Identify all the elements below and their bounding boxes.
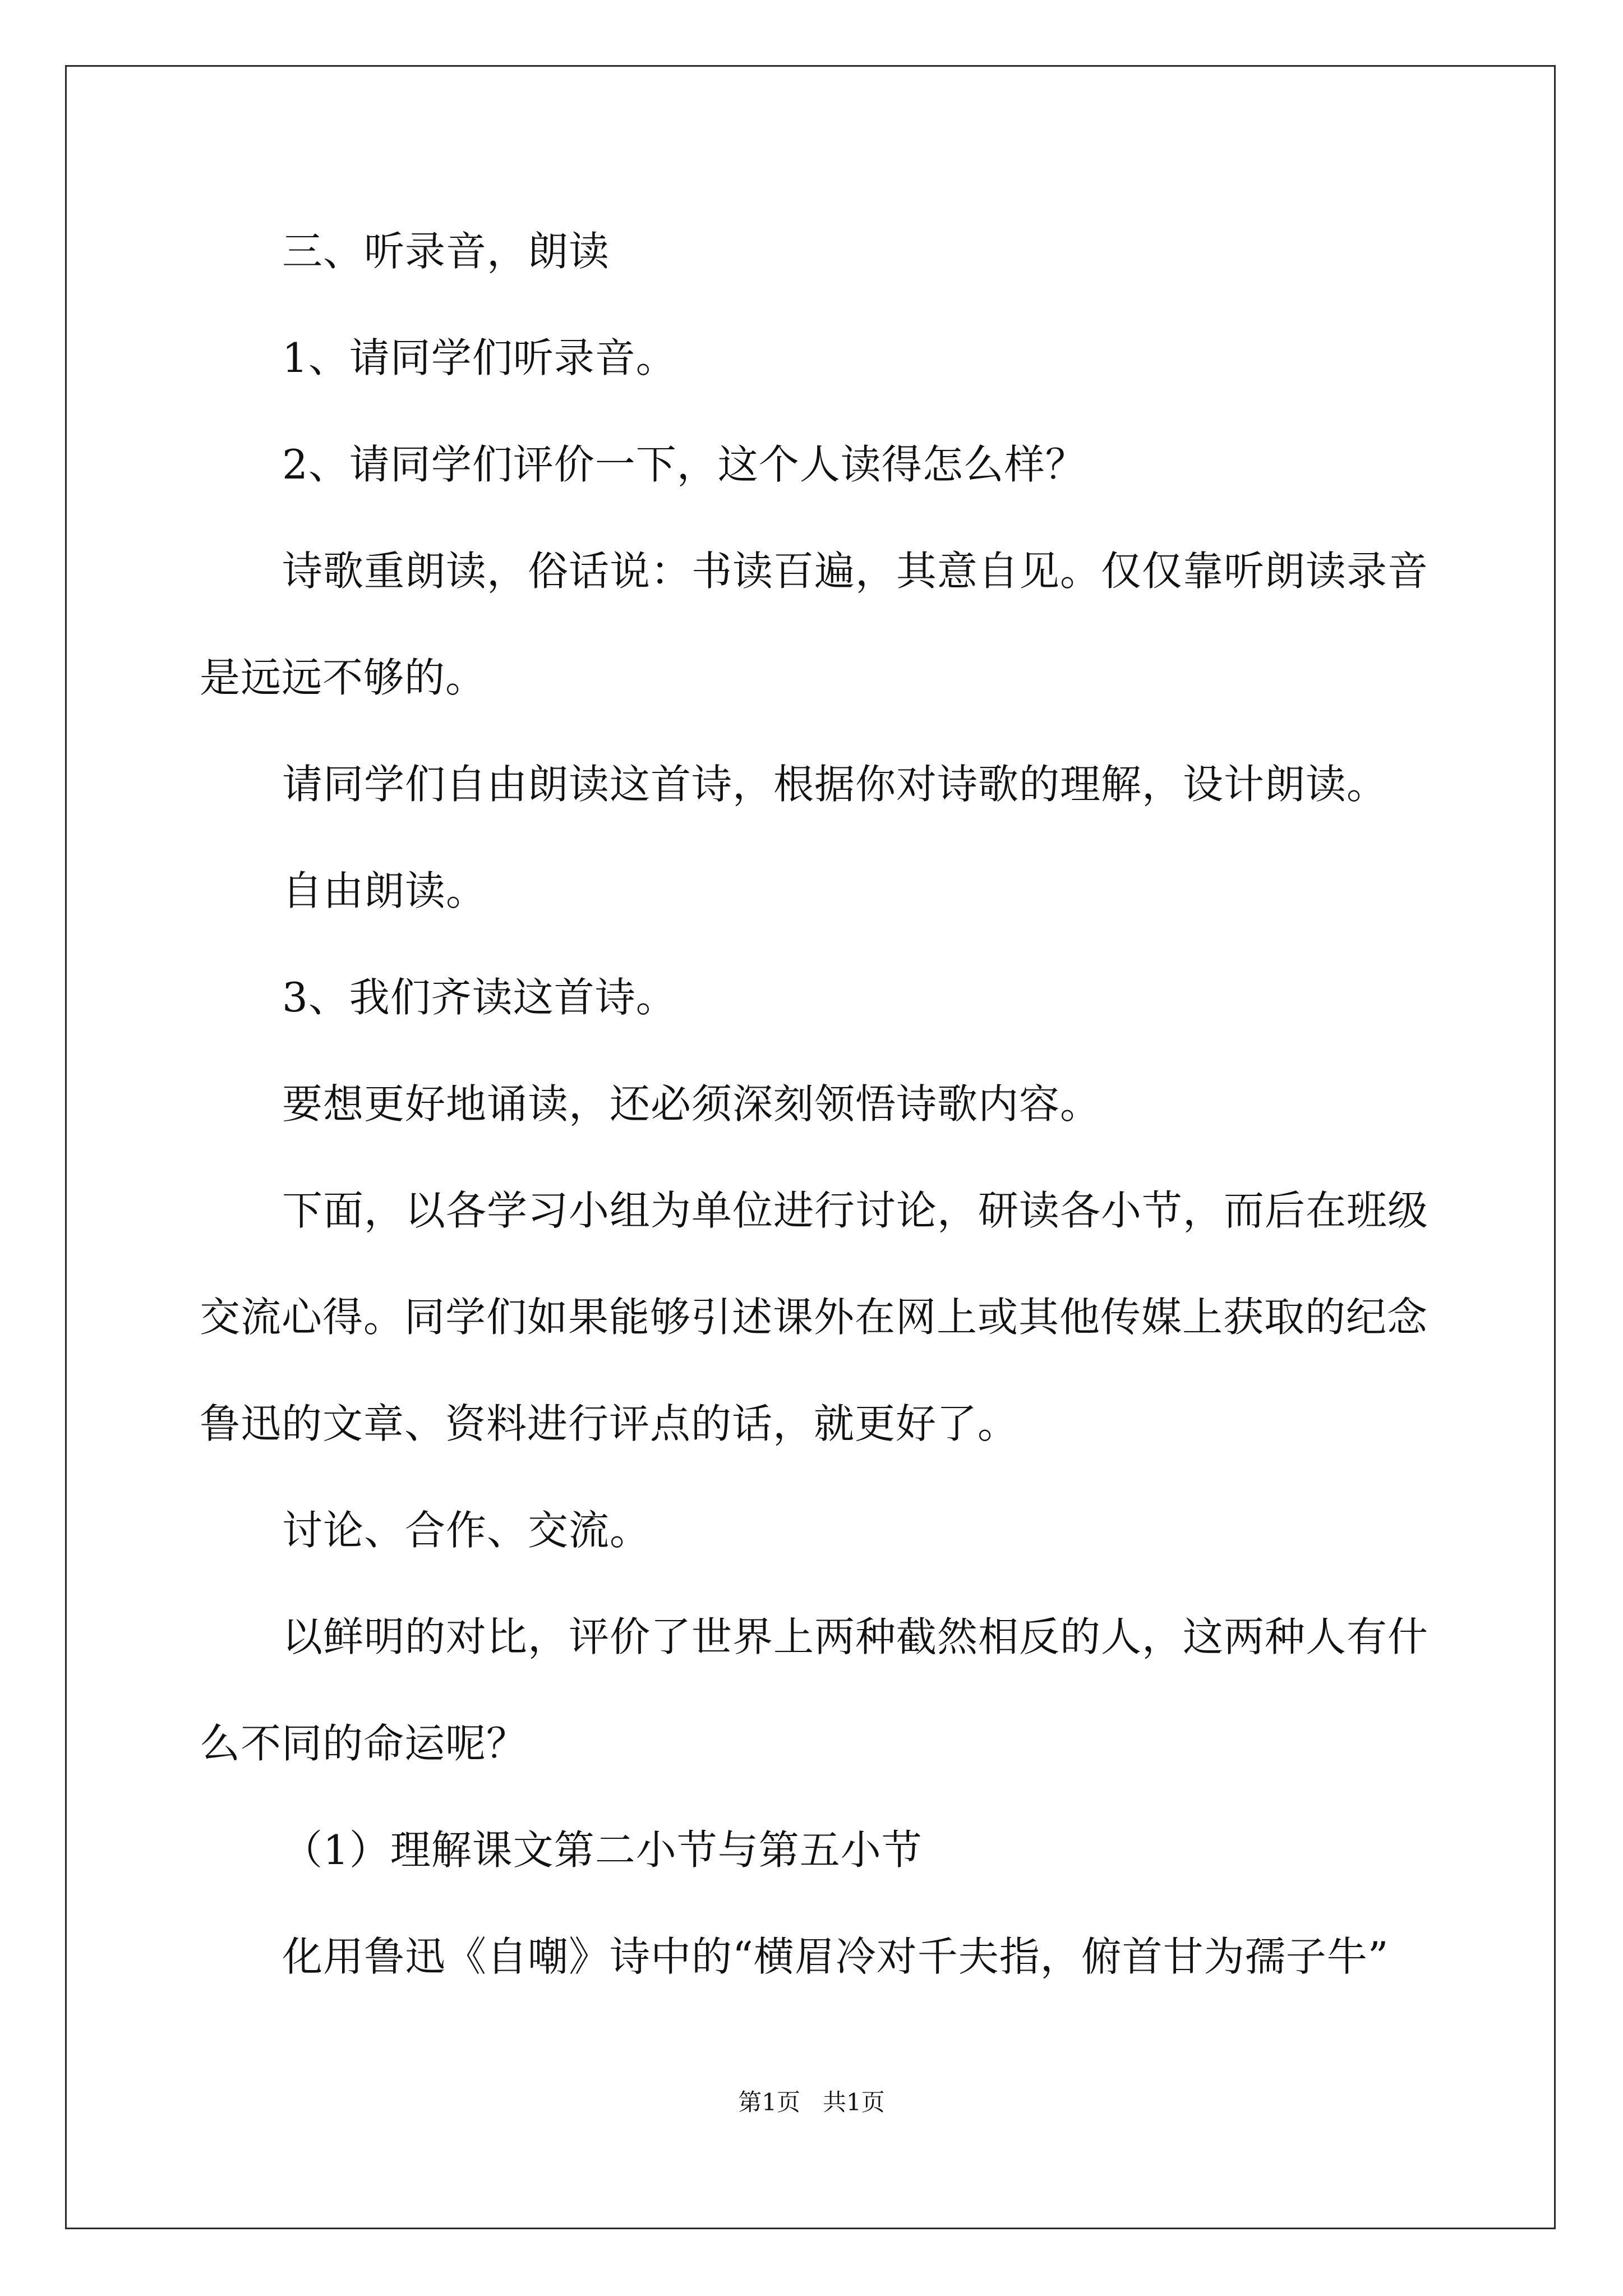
- subheading: （1）理解课文第二小节与第五小节: [282, 1826, 923, 1874]
- paragraph-line: 1、请同学们听录音。: [282, 334, 677, 381]
- paragraph-line: 2、请同学们评价一下，这个人读得怎么样？: [282, 441, 1086, 488]
- paragraph-line: 化用鲁迅《自嘲》诗中的“横眉冷对千夫指，俯首甘为孺子牛”: [282, 1933, 1389, 1980]
- page-number-footer: 第1页 共1页: [738, 2088, 885, 2116]
- section-heading: 三、听录音，朗读: [282, 228, 610, 275]
- paragraph-line: 自由朗读。: [282, 867, 487, 914]
- paragraph-line: 请同学们自由朗读这首诗，根据你对诗歌的理解，设计朗读。: [282, 761, 1388, 808]
- paragraph-line: 诗歌重朗读，俗话说：书读百遍，其意自见。仅仅靠听朗读录音: [282, 547, 1429, 595]
- paragraph-line: 讨论、合作、交流。: [282, 1507, 651, 1554]
- paragraph-line: 要想更好地诵读，还必须深刻领悟诗歌内容。: [282, 1080, 1101, 1128]
- paragraph-line: 交流心得。同学们如果能够引述课外在网上或其他传媒上获取的纪念: [200, 1294, 1428, 1341]
- paragraph-line: 下面，以各学习小组为单位进行讨论，研读各小节，而后在班级: [282, 1187, 1429, 1234]
- paragraph-line: 么不同的命运呢？: [200, 1720, 528, 1767]
- paragraph-line: 以鲜明的对比，评价了世界上两种截然相反的人，这两种人有什: [282, 1613, 1429, 1660]
- paragraph-line: 是远远不够的。: [200, 654, 487, 701]
- page-border: [65, 65, 1556, 2229]
- paragraph-line: 3、我们齐读这首诗。: [282, 974, 677, 1021]
- paragraph-line: 鲁迅的文章、资料进行评点的话，就更好了。: [200, 1400, 1019, 1447]
